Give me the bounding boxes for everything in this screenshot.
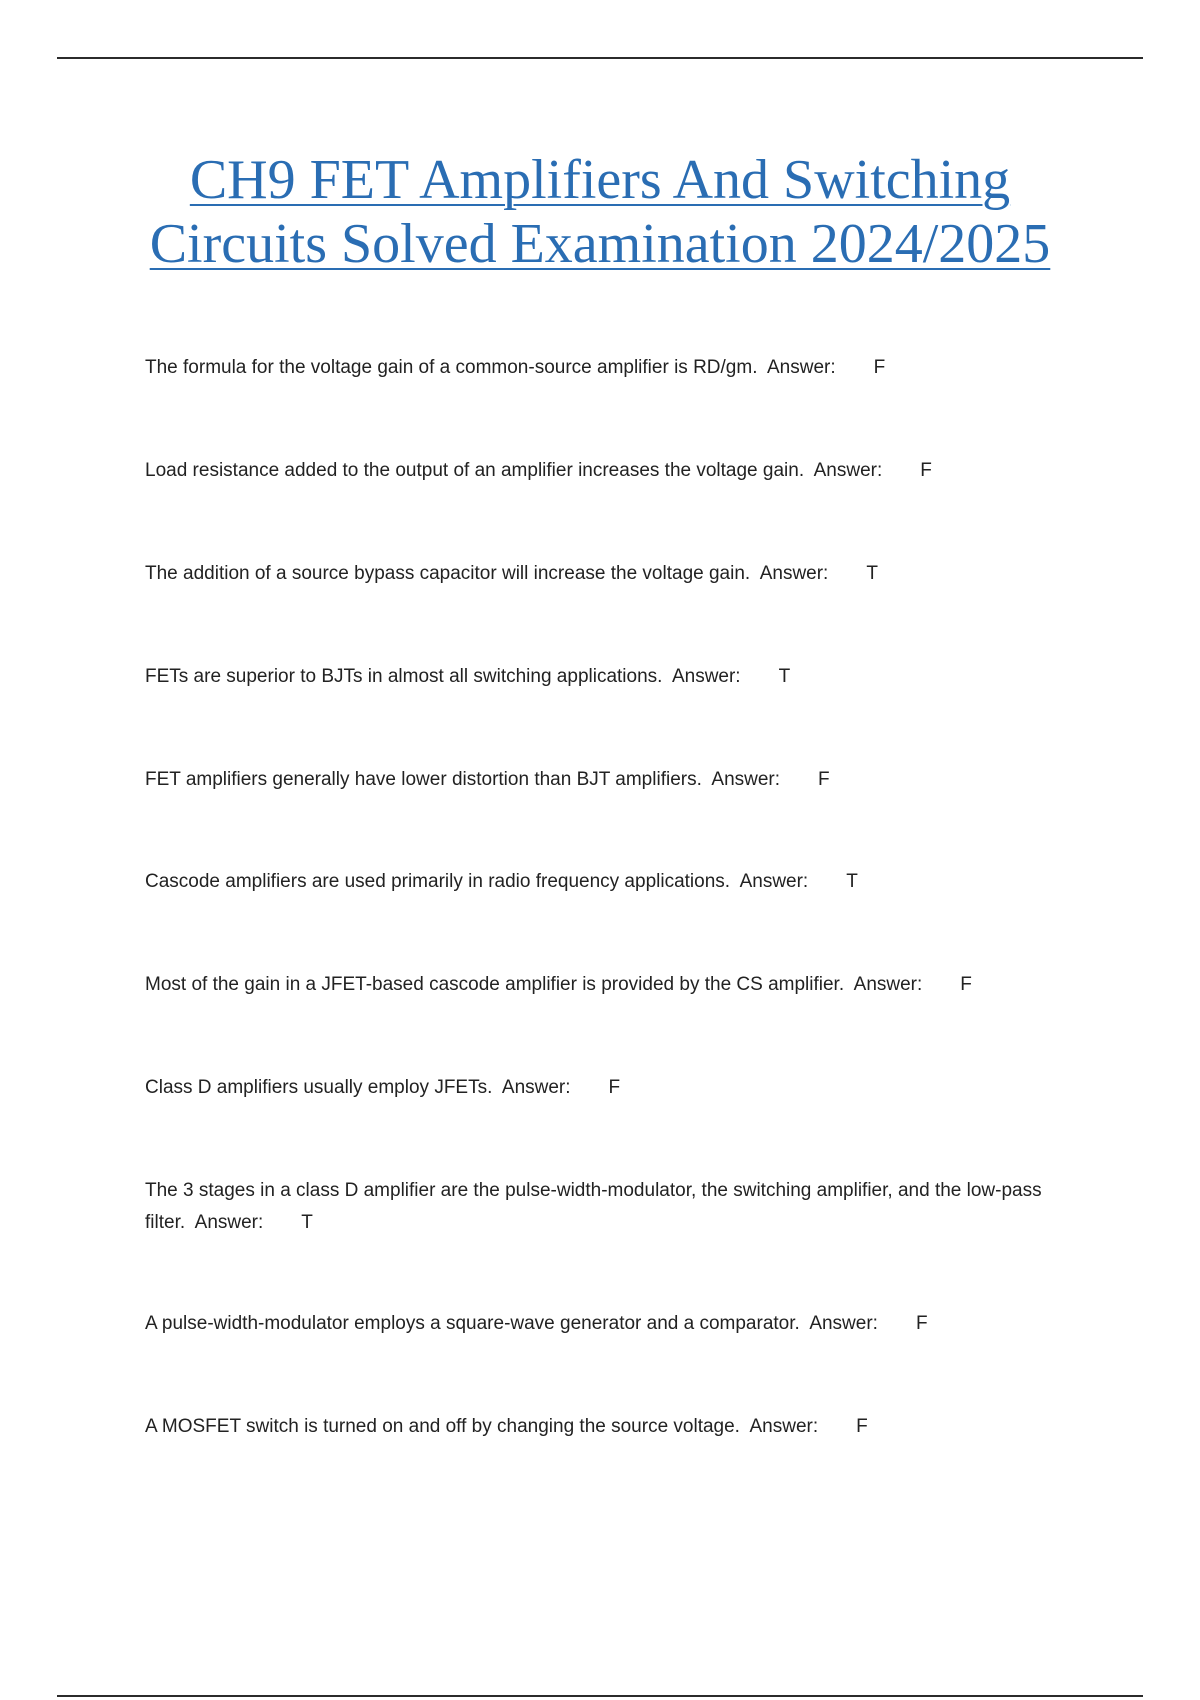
document-title: CH9 FET Amplifiers And Switching Circuits Solved Examination 2024/2025: [149, 149, 1051, 275]
answer-label: Answer:: [711, 769, 781, 790]
answer-label: Answer:: [749, 1416, 819, 1437]
answer-value: T: [866, 563, 878, 584]
question-text: Cascode amplifiers are used primarily in radio frequency applications.: [145, 871, 731, 892]
answer-label: Answer:: [809, 1313, 878, 1334]
answer-label: Answer:: [671, 666, 741, 687]
question-item: [145, 1072, 1075, 1104]
answer-label: Answer:: [759, 563, 829, 584]
question-item: [145, 558, 1075, 590]
question-text: Load resistance added to the output of an amplifier increases the voltage gain.: [145, 460, 805, 481]
question-item: [145, 1411, 1075, 1443]
answer-value: F: [960, 974, 972, 995]
answer-label: Answer:: [501, 1077, 571, 1098]
answer-label: Answer:: [767, 357, 836, 378]
answer-label: Answer:: [813, 460, 883, 481]
question-text: FET amplifiers generally have lower distortion than BJT amplifiers.: [145, 769, 702, 790]
question-text: The 3 stages in a class D amplifier are the pulse-width-modulator, the switching amplifier, and the low-pass filter.: [145, 1180, 1042, 1233]
question-text: The formula for the voltage gain of a common-source amplifier is RD/gm.: [145, 357, 758, 378]
footer-rule: [57, 1695, 1143, 1697]
question-text: FETs are superior to BJTs in almost all switching applications.: [145, 666, 663, 687]
question-text: A pulse-width-modulator employs a square-wave generator and a comparator.: [145, 1313, 800, 1334]
answer-value: T: [301, 1212, 313, 1233]
question-text: Class D amplifiers usually employ JFETs.: [145, 1077, 493, 1098]
question-item: [145, 866, 1075, 898]
answer-label: Answer:: [853, 974, 923, 995]
question-item: [145, 1175, 1075, 1239]
answer-label: Answer:: [739, 871, 809, 892]
question-item: [145, 764, 1075, 796]
answer-value: T: [778, 666, 791, 687]
question-text: The addition of a source bypass capacitor will increase the voltage gain.: [145, 563, 751, 584]
answer-value: F: [915, 1313, 928, 1334]
question-text: Most of the gain in a JFET-based cascode amplifier is provided by the CS amplifier.: [145, 974, 845, 995]
answer-value: F: [920, 460, 932, 481]
question-text: A MOSFET switch is turned on and off by changing the source voltage.: [145, 1416, 740, 1437]
answer-label: Answer:: [194, 1212, 264, 1233]
question-item: [145, 661, 1075, 693]
question-item: [145, 352, 1075, 384]
answer-value: T: [846, 871, 858, 892]
answer-value: F: [818, 769, 830, 790]
question-item: [145, 455, 1075, 487]
answer-value: F: [608, 1077, 621, 1098]
question-item: [145, 969, 1075, 1001]
question-item: [145, 1308, 1075, 1340]
answer-value: F: [873, 357, 886, 378]
answer-value: F: [856, 1416, 868, 1437]
